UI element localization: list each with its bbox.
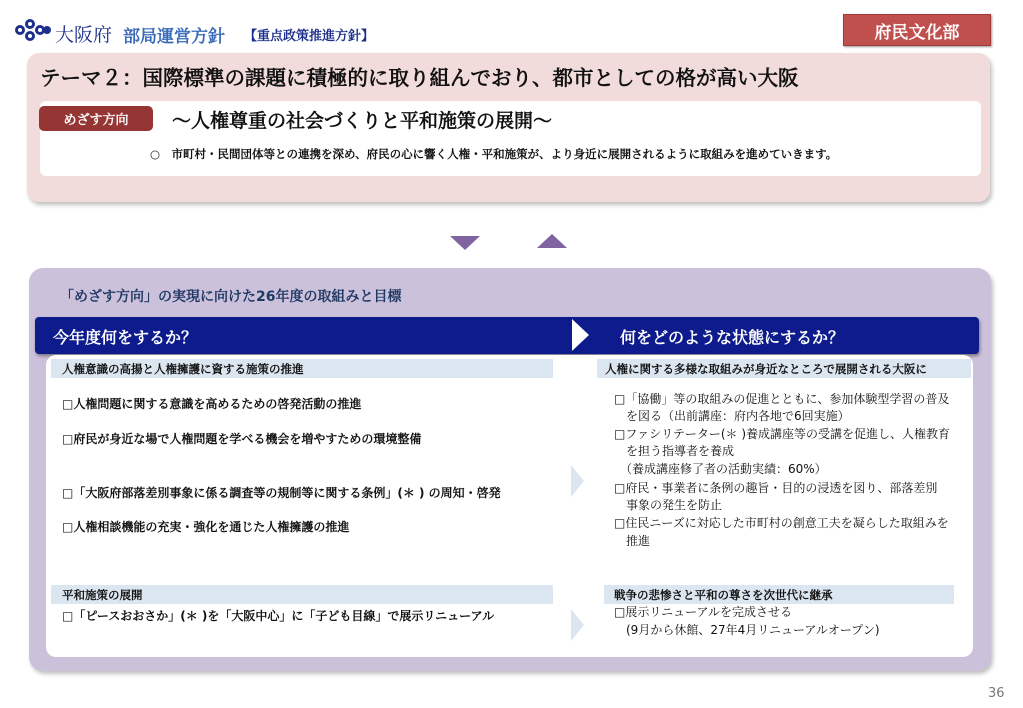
direction-tag: めざす方向 [39,106,153,131]
down-arrow-icon [450,236,480,250]
section1-right-line: □「協働」等の取組みの促進とともに、参加体験型学習の普及 [614,392,950,406]
direction-heading: ～人権尊重の社会づくりと平和施策の展開～ [172,110,553,132]
section2-left-label: 平和施策の展開 [51,585,553,604]
section1-left-item: □人権問題に関する意識を高めるための啓発活動の推進 [62,397,362,411]
section1-left-item: □「大阪府部落差別事象に係る調査等の規制等に関する条例」(＊ ) の周知・啓発 [62,486,501,500]
theme-title: テーマ２：国際標準の課題に積極的に取り組んでおり、都市としての格が高い大阪 [40,66,799,90]
policy-title: 部局運営方針 [123,27,225,47]
section1-right-line: （養成講座修了者の活動実績：60%） [614,462,827,476]
focus-label: 【重点政策推進方針】 [244,29,375,44]
section1-right-line: を図る（出前講座：府内各地で6回実施） [614,409,850,423]
left-column-header: 今年度何をするか？ [53,328,198,347]
prefecture-name: 大阪府 [55,24,113,46]
section1-right-line: 推進 [614,534,651,548]
band-chevron-icon [572,319,589,351]
section2-right-line: (9月から休館、27年4月リニューアルオープン) [614,623,880,637]
up-arrow-icon [537,234,567,248]
section1-right-label: 人権に関する多様な取組みが身近なところで展開される大阪に [597,359,971,378]
section1-left-item: □人権相談機能の充実・強化を通じた人権擁護の推進 [62,520,350,534]
section1-right-line: □ファシリテーター(＊ )養成講座等の受講を促進し、人権教育 [614,427,951,441]
section1-right-line: 事象の発生を防止 [614,498,723,512]
section1-right-line: □府民・事業者に条例の趣旨・目的の浸透を図り、部落差別 [614,481,938,495]
section1-left-label: 人権意識の高揚と人権擁護に資する施策の推進 [51,359,553,378]
section2-right-line: □展示リニューアルを完成させる [614,605,793,619]
plan-heading: 「めざす方向」の実現に向けた26年度の取組みと目標 [60,289,402,305]
department-badge: 府民文化部 [843,14,991,46]
section2-right-label: 戦争の悲惨さと平和の尊さを次世代に継承 [604,585,954,604]
section1-right-line: を担う指導者を養成 [614,444,735,458]
section1-chevron-icon [571,465,584,497]
right-column-header: 何をどのような状態にするか？ [620,328,845,347]
section2-left-item: □「ピースおおさか」(＊ )を「大阪中心」に「子ども目線」で展示リニューアル [62,609,495,623]
section1-right-line: □住民ニーズに対応した市町村の創意工夫を凝らした取組みを [614,516,949,530]
direction-description: ○ 市町村・民間団体等との連携を深め、府民の心に響く人権・平和施策が、より身近に展開されるように取組みを進めていきます。 [150,147,838,161]
section1-left-item: □府民が身近な場で人権問題を学べる機会を増やすための環境整備 [62,432,422,446]
page-number: 36 [988,686,1005,701]
section2-chevron-icon [571,609,584,641]
osaka-logo-icon [14,18,52,42]
